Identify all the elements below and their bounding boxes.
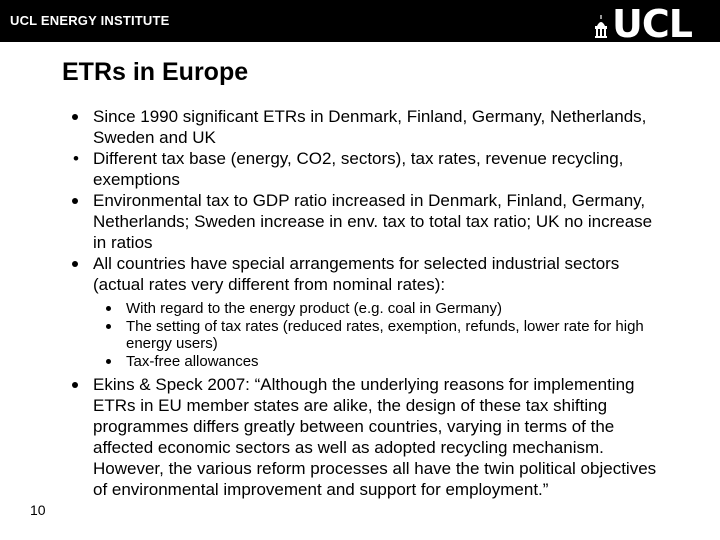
sub-bullet-dot-icon <box>106 359 111 364</box>
bullet-item <box>56 253 666 295</box>
bullet-text: Since 1990 significant ETRs in Denmark, Finland, Germany, Netherlands, Sweden and UK <box>93 107 647 147</box>
sub-bullet-text: With regard to the energy product (e.g. coal in Germany) <box>126 300 503 317</box>
slide-body <box>56 106 666 500</box>
header-bar <box>0 0 720 46</box>
sub-bullet-item <box>56 318 666 352</box>
ucl-logo <box>594 2 702 46</box>
sub-bullet-item <box>56 353 666 370</box>
bullet-dot-icon <box>72 198 78 204</box>
sub-bullet-dot-icon <box>106 306 111 311</box>
slide-title: ETRs in Europe <box>62 58 249 86</box>
sub-bullet-dot-icon <box>106 324 111 329</box>
bullet-dot-icon <box>72 261 78 267</box>
bullet-dot-icon <box>72 382 78 388</box>
ucl-logo-text: UCL <box>612 2 692 46</box>
bullet-item <box>56 148 666 190</box>
bullet-text: Different tax base (energy, CO2, sectors), tax rates, revenue recycling, exemptions <box>93 149 624 189</box>
quote-text: Ekins & Speck 2007: “Although the underlying reasons for implementing ETRs in EU member states are alike, the design of these tax shifting programmes differs greatly between countries, varying in terms of the affected economic sectors as well as adopted recycling mechanism. However, the various reform processes all have the twin political objectives of environmental improvement and support for employment.” <box>93 375 657 499</box>
bullet-text: All countries have special arrangements for selected industrial sectors (actual rates very different from nominal rates): <box>93 254 620 294</box>
bullet-dot-icon <box>72 114 78 120</box>
sub-bullet-text: Tax-free allowances <box>126 353 259 370</box>
bullet-text: Environmental tax to GDP ratio increased in Denmark, Finland, Germany, Netherlands; Sweden increase in env. tax to total tax ratio; UK no increase in ratios <box>93 191 653 252</box>
sub-bullet-text: The setting of tax rates (reduced rates, exemption, refunds, lower rate for high energy users) <box>126 318 644 352</box>
page-number: 10 <box>30 502 46 518</box>
bullet-item <box>56 106 666 148</box>
organization-name: UCL ENERGY INSTITUTE <box>10 13 170 28</box>
bullet-glyph: • <box>73 149 79 168</box>
bullet-item <box>56 190 666 253</box>
bullet-item <box>56 374 666 500</box>
sub-bullet-item <box>56 300 666 317</box>
